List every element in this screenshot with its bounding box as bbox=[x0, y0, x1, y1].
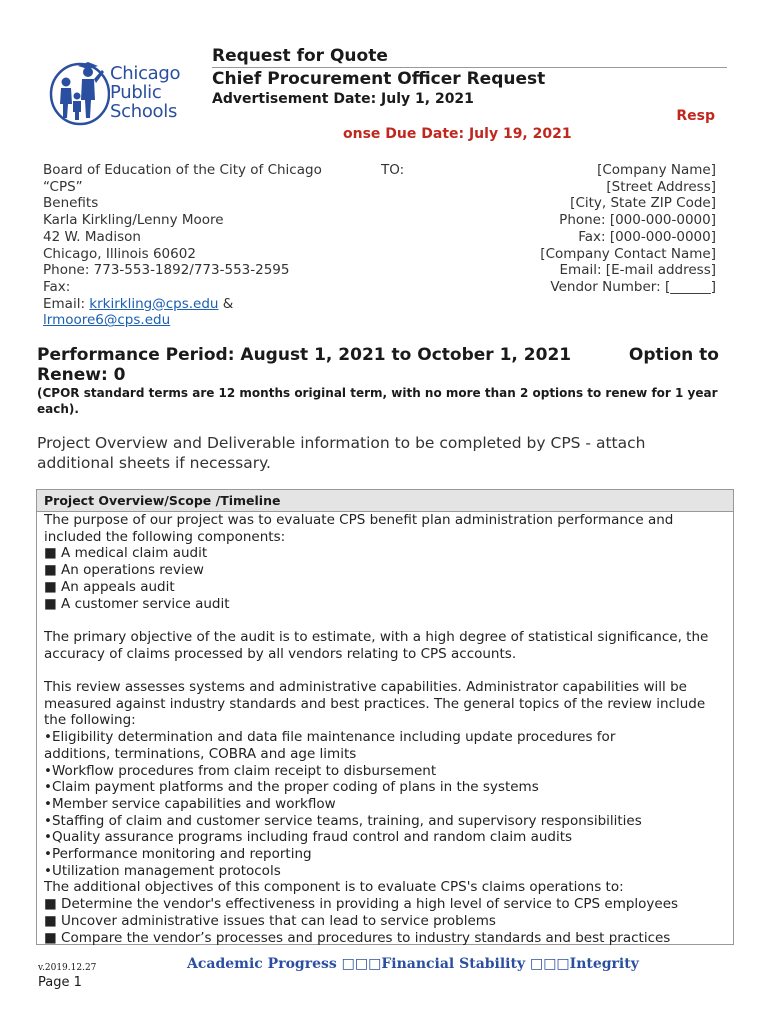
from-address-block bbox=[43, 162, 322, 329]
bullet-icon: • bbox=[44, 762, 52, 779]
vendor-line: [Company Contact Name] bbox=[540, 245, 716, 262]
objective-item: ■ Compare the vendor’s processes and procedures to industry standards and best practices bbox=[44, 929, 671, 946]
address-line: Benefits bbox=[43, 195, 99, 212]
cps-logo bbox=[48, 52, 193, 127]
footer-motto: Academic Progress □□□Financial Stability □□□Integrity bbox=[187, 956, 639, 972]
address-line: Chicago, Illinois 60602 bbox=[43, 245, 196, 262]
performance-period bbox=[37, 345, 727, 385]
topic-item: •Claim payment platforms and the proper coding of plans in the systems bbox=[44, 779, 539, 796]
topic-item: •Member service capabilities and workflow bbox=[44, 795, 336, 812]
email-line bbox=[43, 296, 322, 313]
component-item: ■ An appeals audit bbox=[44, 578, 175, 595]
scope-table bbox=[36, 489, 734, 945]
page-number: Page 1 bbox=[38, 975, 82, 990]
vendor-line: [Street Address] bbox=[606, 178, 716, 195]
vendor-address-block bbox=[540, 162, 716, 296]
performance-period-text: Performance Period: August 1, 2021 to October 1, 2021 bbox=[37, 345, 572, 365]
to-label: TO: bbox=[381, 162, 405, 178]
header-divider bbox=[212, 67, 727, 68]
vendor-line: Phone: [000-000-0000] bbox=[559, 212, 716, 229]
scope-body bbox=[44, 512, 730, 946]
review-description: This review assesses systems and administrative capabilities. Administrator capabilities will be measured against industry standards and best practices. The general topics of the review include the following: bbox=[44, 679, 706, 729]
bullet-icon: • bbox=[44, 812, 52, 829]
objective-item: ■ Uncover administrative issues that can lead to service problems bbox=[44, 912, 496, 929]
vendor-line: Email: [E-mail address] bbox=[559, 262, 716, 279]
email-link-kirkling[interactable]: krkirkling@cps.edu bbox=[89, 295, 219, 312]
scope-heading: Project Overview/Scope /Timeline bbox=[44, 493, 281, 508]
topic-item: •Workflow procedures from claim receipt to disbursement bbox=[44, 762, 437, 779]
email-line-2 bbox=[43, 312, 322, 329]
bullet-icon: • bbox=[44, 729, 52, 746]
address-line: Board of Education of the City of Chicago bbox=[43, 162, 322, 178]
primary-objective: The primary objective of the audit is to estimate, with a high degree of statistical significance, the accuracy of claims processed by all vendors relating to CPS accounts. bbox=[44, 628, 709, 662]
component-item: ■ A medical claim audit bbox=[44, 545, 208, 562]
topic-item: •Eligibility determination and data file maintenance including update procedures for bbox=[44, 729, 616, 746]
scope-table-header bbox=[37, 490, 733, 512]
vendor-line: Fax: [000-000-0000] bbox=[578, 228, 716, 245]
bullet-icon: • bbox=[44, 795, 52, 812]
topic-item: •Performance monitoring and reporting bbox=[44, 846, 312, 863]
topic-item: •Quality assurance programs including fraud control and random claim audits bbox=[44, 829, 573, 846]
renew-count: Renew: 0 bbox=[37, 365, 126, 385]
overview-instructions: Project Overview and Deliverable information to be completed by CPS - attach additional sheets if necessary. bbox=[37, 434, 646, 472]
topic-item-continued: additions, terminations, COBRA and age limits bbox=[44, 745, 357, 762]
logo-text-schools: Schools bbox=[110, 101, 178, 122]
address-line: Karla Kirkling/Lenny Moore bbox=[43, 212, 224, 229]
children-silhouette-icon bbox=[48, 52, 110, 127]
response-due-date-part2: onse Due Date: July 19, 2021 bbox=[343, 126, 572, 142]
document-subtitle: Chief Procurement Officer Request bbox=[212, 69, 546, 89]
bullet-icon: • bbox=[44, 829, 52, 846]
email-label: Email: bbox=[43, 295, 90, 312]
topic-item: •Utilization management protocols bbox=[44, 862, 281, 879]
address-line: 42 W. Madison bbox=[43, 228, 141, 245]
advertisement-date: Advertisement Date: July 1, 2021 bbox=[212, 91, 474, 107]
email-separator: & bbox=[218, 295, 234, 312]
version-label: v.2019.12.27 bbox=[38, 963, 97, 973]
bullet-icon: • bbox=[44, 846, 52, 863]
additional-objectives: The additional objectives of this component is to evaluate CPS's claims operations to: bbox=[44, 879, 624, 896]
logo-text-public: Public bbox=[110, 82, 162, 103]
vendor-line: Vendor Number: [______] bbox=[550, 278, 716, 295]
topic-item: •Staffing of claim and customer service teams, training, and supervisory responsibilities bbox=[44, 812, 642, 829]
bullet-icon: • bbox=[44, 779, 52, 796]
vendor-line: [Company Name] bbox=[597, 162, 716, 178]
component-item: ■ A customer service audit bbox=[44, 595, 230, 612]
document-title: Request for Quote bbox=[212, 46, 388, 66]
scope-intro: The purpose of our project was to evaluate CPS benefit plan administration performance and included the following components: bbox=[44, 512, 674, 545]
logo-text-chicago: Chicago bbox=[110, 63, 181, 84]
email-link-moore[interactable]: lrmoore6@cps.edu bbox=[43, 312, 171, 329]
vendor-line: [City, State ZIP Code] bbox=[570, 195, 716, 212]
option-to-label: Option to bbox=[628, 345, 719, 365]
objective-item: ■ Determine the vendor's effectiveness in providing a high level of service to CPS employees bbox=[44, 896, 679, 913]
address-line: Phone: 773-553-1892/773-553-2595 bbox=[43, 262, 290, 279]
cpor-note: (CPOR standard terms are 12 months original term, with no more than 2 options to renew for 1 year each). bbox=[37, 386, 718, 416]
component-item: ■ An operations review bbox=[44, 562, 204, 579]
address-line: Fax: bbox=[43, 278, 71, 295]
bullet-icon: • bbox=[44, 862, 52, 879]
response-due-date-part1: Resp bbox=[676, 108, 715, 124]
address-line: “CPS” bbox=[43, 178, 83, 195]
